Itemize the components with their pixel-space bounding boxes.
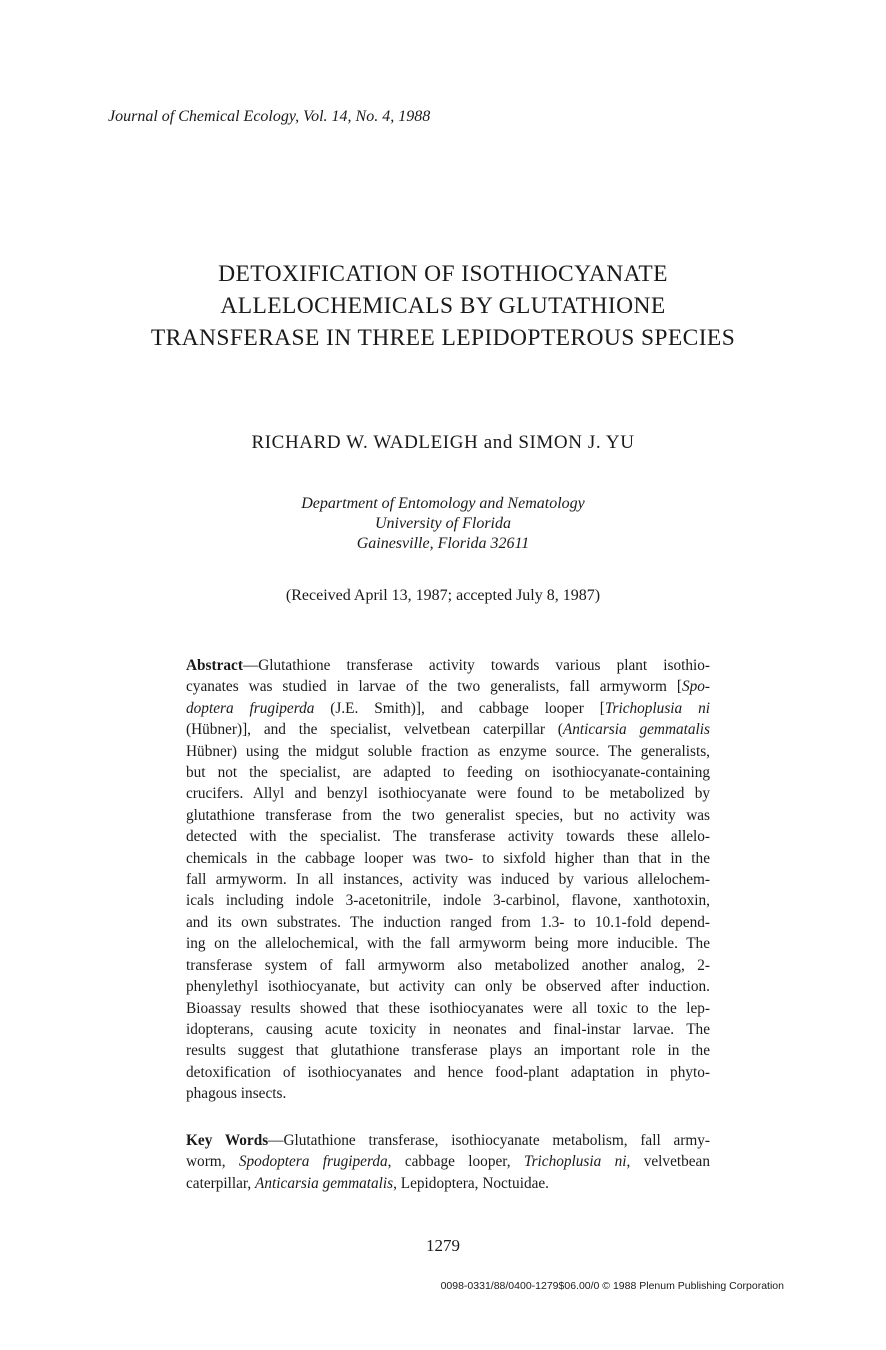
received-dates: (Received April 13, 1987; accepted July 8, 1987) [285, 587, 601, 604]
abstract-line: detoxification of isothiocyanates and hence food-plant adaptation in phyto- [186, 1063, 710, 1081]
abstract-line: icals including indole 3-acetonitrile, indole 3-carbinol, flavone, xanthotoxin, [186, 892, 710, 910]
abstract-line: phenylethyl isothiocyanate, but activity can only be observed after induction. [186, 978, 710, 996]
author-list: RICHARD W. WADLEIGH and SIMON J. YU [251, 432, 635, 453]
keywords-line: caterpillar, Anticarsia gemmatalis, Lepidoptera, Noctuidae. [186, 1174, 550, 1192]
species-name: Anticarsia gemmatalis [255, 1174, 394, 1192]
paper-title [0, 258, 886, 354]
abstract-line: crucifers. Allyl and benzyl isothiocyanate were found to be metabolized by [186, 785, 710, 803]
abstract-line: phagous insects. [186, 1085, 287, 1103]
journal-citation: Journal of Chemical Ecology, Vol. 14, No. 4, 1988 [108, 108, 431, 125]
copyright-line: 0098-0331/88/0400-1279$06.00/0 © 1988 Plenum Publishing Corporation [440, 1280, 784, 1292]
affiliation-line: Department of Entomology and Nematology [301, 495, 585, 512]
abstract-line: chemicals in the cabbage looper was two- to sixfold higher than that in the [186, 849, 710, 867]
species-name: Anticarsia gemmatalis [562, 721, 710, 739]
abstract [186, 655, 710, 1105]
keywords-line: Key Words—Glutathione transferase, isothiocyanate metabolism, fall army- [186, 1132, 710, 1149]
abstract-line: doptera frugiperda (J.E. Smith)], and cabbage looper [Trichoplusia ni [186, 699, 710, 717]
title-line: TRANSFERASE IN THREE LEPIDOPTEROUS SPECIES [150, 325, 736, 351]
species-name: Trichoplusia ni [604, 699, 710, 717]
abstract-line: cyanates was studied in larvae of the two generalists, fall armyworm [Spo- [186, 678, 710, 696]
abstract-line: Bioassay results showed that these isothiocyanates were all toxic to the lep- [186, 999, 710, 1017]
species-name: doptera frugiperda [186, 699, 315, 717]
species-name: Spodoptera frugiperda [238, 1153, 388, 1171]
abstract-line: Hübner) using the midgut soluble fraction as enzyme source. The generalists, [186, 742, 710, 760]
species-name: Spo- [681, 678, 710, 696]
affiliation-line: Gainesville, Florida 32611 [356, 535, 530, 552]
species-name: Trichoplusia ni [523, 1153, 627, 1171]
abstract-line: fall armyworm. In all instances, activity was induced by various allelochem- [186, 871, 710, 889]
abstract-line: glutathione transferase from the two generalist species, but no activity was [186, 806, 710, 824]
abstract-heading: Abstract [186, 657, 243, 674]
title-line: DETOXIFICATION OF ISOTHIOCYANATE [218, 261, 668, 287]
abstract-line: Abstract—Glutathione transferase activity towards various plant isothio- [186, 657, 710, 674]
abstract-line: transferase system of fall armyworm also metabolized another analog, 2- [186, 956, 710, 974]
affiliation [0, 494, 886, 554]
keywords-line: worm, Spodoptera frugiperda, cabbage looper, Trichoplusia ni, velvetbean [186, 1153, 710, 1171]
abstract-line: but not the specialist, are adapted to feeding on isothiocyanate-containing [186, 764, 710, 782]
key-words [186, 1130, 710, 1194]
abstract-line: (Hübner)], and the specialist, velvetbean caterpillar (Anticarsia gemmatalis [186, 721, 710, 739]
title-line: ALLELOCHEMICALS BY GLUTATHIONE [220, 293, 666, 319]
abstract-line: idopterans, causing acute toxicity in neonates and final-instar larvae. The [186, 1020, 710, 1038]
affiliation-line: University of Florida [375, 515, 511, 532]
abstract-line: ing on the allelochemical, with the fall armyworm being more inducible. The [186, 935, 710, 953]
abstract-line: results suggest that glutathione transferase plays an important role in the [186, 1042, 710, 1060]
abstract-line: and its own substrates. The induction ranged from 1.3- to 10.1-fold depend- [186, 913, 710, 931]
page-number: 1279 [426, 1236, 460, 1255]
keywords-heading: Key Words [186, 1132, 269, 1149]
abstract-line: detected with the specialist. The transferase activity towards these allelo- [186, 828, 710, 846]
